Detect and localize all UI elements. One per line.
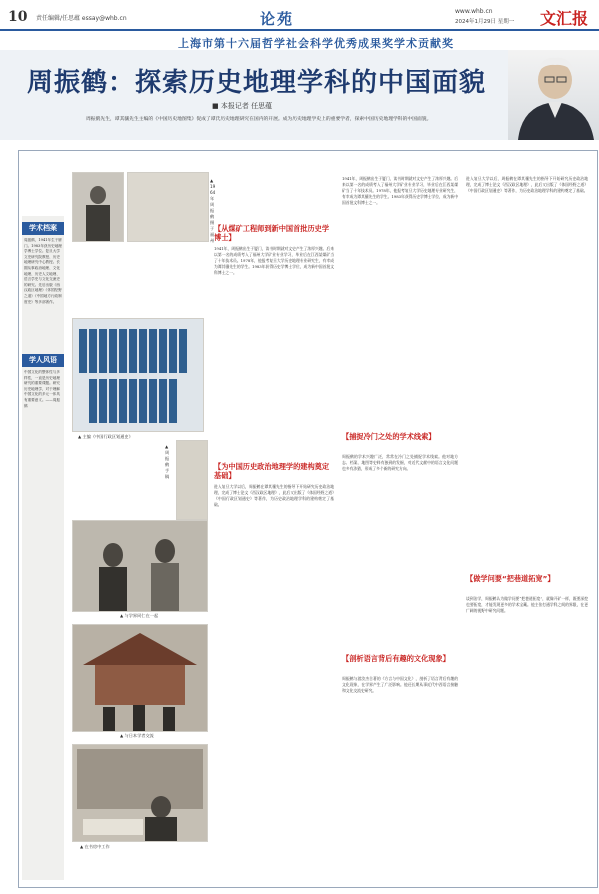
page-number: 10	[8, 9, 28, 25]
byline: ■ 本报记者 任思蕴	[212, 102, 273, 110]
photo-group	[72, 520, 208, 612]
caption-group: ▲ 与学界同仁在一起	[120, 613, 159, 618]
photo-book-set	[72, 318, 204, 432]
photo-young-zhou-image	[73, 173, 123, 241]
sidebar-heading-profile: 学术档案	[22, 222, 64, 235]
author-portrait	[508, 50, 599, 140]
body-column-2: 进入复旦大学以后，周振鹤在谭其骧先生的指导下开始研究历史政治地理，完成了博士论文《西汉政区地理》，此后又出版了《体国经野之道》《中国行政区划通史》等著作，为历史政治地理学科的建构奠定了基础。	[214, 484, 334, 507]
photo-study	[72, 744, 208, 842]
article-intro: 周振鹤先生，谭其骧先生主编的《中国历史地图集》促成了谭氏历史地理研究在国内的开展。成为历史地理学史上的重要学者，探索中国历史地理学科的中国面貌。	[86, 117, 432, 122]
body-column-7: 谈到治学，周振鹤认为做学问要“把巷道拓宽”，就像开矿一样，既要深挖也要拓宽，才能发现更多的学术宝藏。他主张打通学科之间的界限，在更广阔的视野中研究问题。	[466, 596, 588, 613]
book-set-illustration	[73, 319, 203, 431]
newspaper-logo: 文汇报	[540, 9, 589, 28]
body-column-4: 周振鹤的学术兴趣广泛，常常在冷门之处捕捉学术线索。他对地方志、档案、地图等史料有独到的发掘，对近代文献中的语言文化问题也多有涉猎，形成了多个新的研究方向。	[342, 454, 458, 471]
body-column-3: 1941年，周振鹤出生于厦门，读书时期就对文史产生了浓厚兴趣。后来以第一名的成绩考入了福州大学矿业专业学习，毕业后在江西某煤矿当了十年技术员。1978年，他报考复旦大学历史地理专业研究生，有幸成为谭其骧先生的学生。1983年获得历史学博士学位，成为新中国首批文科博士之一。	[342, 176, 458, 205]
study-photo-illustration	[73, 745, 207, 841]
caption-manuscript: ▲ 周振鹤手稿	[165, 444, 170, 479]
section-title: 论苑	[260, 10, 295, 28]
section-heading-1: 【从煤矿工程师到新中国首批历史学博士】	[214, 224, 330, 242]
photo-book-cover	[127, 172, 209, 242]
caption-kyoto: ▲ 与日本学者交流	[120, 733, 154, 738]
issue-date: 2024年1月29日 星期一	[455, 19, 515, 25]
sidebar-heading-quotes: 学人风语	[22, 354, 64, 367]
caption-photo-top: ▲ 1964年周振鹤摄于福州	[210, 178, 216, 243]
site-url: www.whb.cn	[455, 8, 493, 15]
photo-kyoto	[72, 624, 208, 732]
photo-manuscript	[176, 440, 208, 520]
section-heading-2: 【为中国历史政治地理学的建构奠定基础】	[214, 462, 330, 480]
editor-credit: 责任编辑/任思蕴 essay@whb.cn	[36, 15, 127, 22]
section-heading-5: 【做学问要“把巷道拓宽”】	[466, 574, 555, 583]
body-column-1: 1941年，周振鹤出生于厦门，读书时期就对文史产生了浓厚兴趣。后来以第一名的成绩考入了福州大学矿业专业学习，毕业后在江西某煤矿当了十年技术员。1978年，他报考复旦大学历史地理专业研究生，有幸成为谭其骧先生的学生。1983年获得历史学博士学位，成为新中国首批文科博士之一。	[214, 246, 334, 275]
award-banner: 上海市第十六届哲学社会科学优秀成果奖学术贡献奖	[178, 37, 454, 50]
sidebar-profile-text: 周振鹤，1941年生于厦门。1983年获历史地理学博士学位。复旦大学文史研究院教授、历史地理研究中心教授。长期从事政治地理、文化地理、历史人文地理、语言学史与文化交流史的研究。先后出版《西汉政区地理》《体国经野之道》《中国地方行政制度史》等多部著作。	[24, 238, 62, 304]
group-photo-illustration	[73, 521, 207, 611]
article-title: 周振鹤：探索历史地理学科的中国面貌	[27, 68, 487, 98]
caption-study: ▲ 在书房中工作	[80, 844, 110, 849]
header-rule	[0, 29, 599, 31]
kyoto-photo-illustration	[73, 625, 207, 731]
sidebar-quotes-text: 中国文化的整体性与多样性，一直是历史地理研究的重要课题。研究历史地理学，对于理解中国文化的多元一体具有重要意义。——周振鹤	[24, 370, 60, 408]
photo-young-zhou	[72, 172, 124, 242]
body-column-5: 周振鹤与游汝杰合著的《方言与中国文化》，剖析了语言背后有趣的文化现象，在学界产生了广泛影响。他还长期从事近代中西语言接触和文化交流史研究。	[342, 676, 458, 693]
body-column-6: 进入复旦大学以后，周振鹤在谭其骧先生的指导下开始研究历史政治地理，完成了博士论文《西汉政区地理》，此后又出版了《体国经野之道》《中国行政区划通史》等著作，为历史政治地理学科的建构奠定了基础。	[466, 176, 588, 193]
section-heading-3: 【捕捉冷门之处的学术线索】	[342, 432, 436, 441]
caption-book-set: ▲ 主编《中国行政区划通史》	[78, 434, 133, 439]
portrait-illustration	[508, 50, 599, 140]
section-heading-4: 【剖析语言背后有趣的文化现象】	[342, 654, 450, 663]
